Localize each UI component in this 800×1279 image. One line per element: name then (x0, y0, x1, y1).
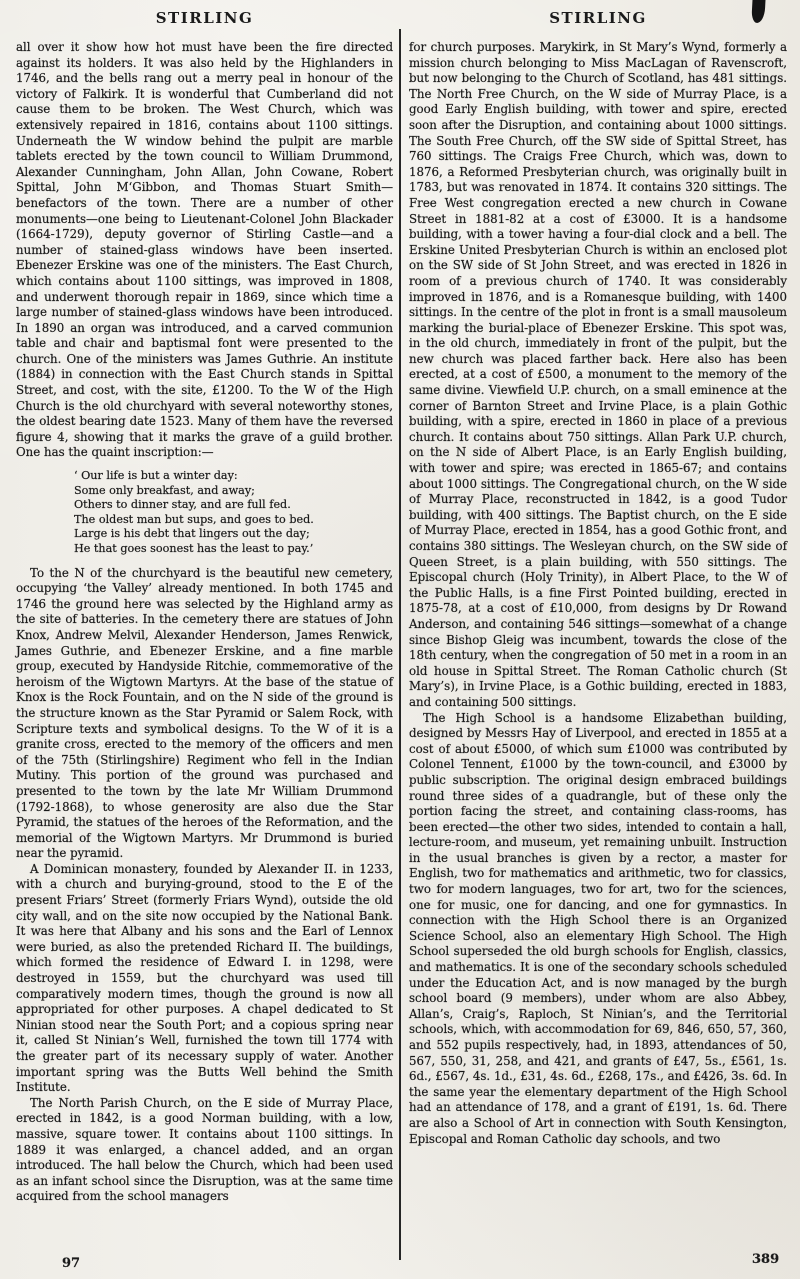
poem-line: Large is his debt that lingers out the day; (74, 527, 310, 541)
poem-line: The oldest man but sups, and goes to bed. (74, 512, 314, 526)
poem-line: Some only breakfast, and away; (74, 483, 255, 497)
column-divider (399, 29, 401, 1260)
poem-line: Others to dinner stay, and are full fed. (74, 498, 291, 512)
page-number-left: 97 (62, 1256, 81, 1271)
paragraph: for church purposes. Marykirk, in St Mary’s Wynd, formerly a mission church belonging to Miss MacLagan of Ravenscroft, but now belonging to the Church of Scotland, has 481 sittings. The North Free Church, on the W side of Murray Place, is a good Early English building, with tower and spire, erected soon after the Disruption, and containing about 1000 sittings. The South Free Church, off the SW side of Spittal Street, has 760 sittings. The Craigs Free Church, which was, down to 1876, a Reformed Presbyterian church, was originally built in 1783, but was renovated in 1874. It contains 320 sittings. The Free West congregation erected a new church in Cowane Street in 1881-82 at a cost of £3000. It is a handsome building, with a tower having a four-dial clock and a bell. The Erskine United Presbyterian Church is within an enclosed plot on the SW side of St John Street, and was erected in 1826 in room of a previous church of 1740. It was considerably improved in 1876, and is a Romanesque building, with 1400 sittings. In the centre of the plot in front is a small mausoleum marking the burial-place of Ebenezer Erskine. This spot was, in the old church, immediately in front of the pulpit, but the new church was placed farther back. Here also has been erected, at a cost of £500, a monument to the memory of the same divine. Viewfield U.P. church, on a small eminence at the corner of Barnton Street and Irvine Place, is a plain Gothic building, with a spire, erected in 1860 in place of a previous church. It contains about 750 sittings. Allan Park U.P. church, on the N side of Albert Place, is an Early English building, with tower and spire; was erected in 1865-67; and contains about 1000 sittings. The Congregational church, on the W side of Murray Place, reconstructed in 1842, is a good Tudor building, with 400 sittings. The Baptist church, on the E side of Murray Place, erected in 1854, has a good Gothic front, and contains 380 sittings. The Wesleyan church, on the SW side of Queen Street, is a plain building, with 550 sittings. The Episcopal church (Holy Trinity), in Albert Place, to the W of the Public Halls, is a fine First Pointed building, erected in 1875-78, at a cost of £10,000, from designs by Dr Rowand Anderson, and containing 546 sittings—somewhat of a change since Bishop Gleig was incumbent, towards the close of the 18th century, when the congregation of 50 met in a room in an old house in Spittal Street. The Roman Catholic church (St Mary’s), in Irvine Place, is a Gothic building, erected in 1883, and containing 500 sittings. (409, 40, 787, 709)
paragraph: all over it show how hot must have been the fire directed against its holders. It was also held by the Highlanders in 1746, and the bells rang out a merry peal in honour of the victory of Falkirk. It is wonderful that Cumberland did not cause them to be broken. The West Church, which was extensively repaired in 1816, contains about 1100 sittings. Underneath the W window behind the pulpit are marble tablets erected by the town council to William Drummond, Alexander Cunningham, John Allan, John Cowane, Robert Spittal, John M‘Gibbon, and Thomas Stuart Smith—benefactors of the town. There are a number of other monuments—one being to Lieutenant-Colonel John Blackader (1664-1729), deputy governor of Stirling Castle—and a number of stained-glass windows have been inserted. Ebenezer Erskine was one of the ministers. The East Church, which contains about 1100 sittings, was improved in 1808, and underwent thorough repair in 1869, since which time a large number of stained-glass windows have been introduced. In 1890 an organ was introduced, and a carved communion table and chair and baptismal font were presented to the church. One of the ministers was James Guthrie. An institute (1884) in connection with the East Church stands in Spittal Street, and cost, with the site, £1200. To the W of the High Church is the old churchyard with several noteworthy stones, the oldest bearing date 1523. Many of them have the reversed figure 4, showing that it marks the grave of a guild brother. One has the quaint inscription:— (16, 40, 393, 460)
running-head-left: STIRLING (155, 9, 254, 27)
left-column (16, 40, 393, 1205)
right-column (409, 40, 787, 1147)
paragraph: A Dominican monastery, founded by Alexander II. in 1233, with a church and burying-ground, stood to the E of the present Friars’ Street (formerly Friars Wynd), outside the old city wall, and on the site now occupied by the National Bank. It was here that Albany and his sons and the Earl of Lennox were buried, as also the pretended Richard II. The buildings, which formed the residence of Edward I. in 1298, were destroyed in 1559, but the churchyard was used till comparatively modern times, though the ground is now all appropriated for other purposes. A chapel dedicated to St Ninian stood near the South Port; and a copious spring near it, called St Ninian’s Well, furnished the town till 1774 with the greater part of its necessary supply of water. Another important spring was the Butts Well behind the Smith Institute. (16, 861, 393, 1095)
poem-line: ‘ Our life is but a winter day: (74, 469, 238, 483)
paragraph: The High School is a handsome Elizabethan building, designed by Messrs Hay of Liverpool, and erected in 1855 at a cost of about £5000, of which sum £1000 was contributed by Colonel Tennent, £1000 by the town-council, and £3000 by public subscription. The original design embraced buildings round three sides of a quadrangle, but of these only the portion facing the street, and containing class-rooms, has been erected—the other two sides, intended to contain a hall, lecture-room, and museum, yet remaining unbuilt. Instruction in the usual branches is given by a rector, a master for English, two for mathematics and arithmetic, two for classics, two for modern languages, two for art, two for the sciences, one for music, one for dancing, and one for gymnastics. In connection with the High School there is an Organized Science School, also an elementary High School. The High School superseded the old burgh schools for English, classics, and mathematics. It is one of the secondary schools scheduled under the Education Act, and is now managed by the burgh school board (9 members), under whom are also Abbey, Allan’s, Craig’s, Raploch, St Ninian’s, and the Territorial schools, which, with accommodation for 69, 846, 650, 57, 360, and 552 pupils respectively, had, in 1893, attendances of 50, 567, 550, 31, 258, and 421, and grants of £47, 5s., £561, 1s. 6d., £567, 4s. 1d., £31, 4s. 6d., £268, 17s., and £426, 3s. 6d. In the same year the elementary department of the High School had an attendance of 178, and a grant of £191, 1s. 6d. There are also a School of Art in connection with South Kensington, Episcopal and Roman Catholic day schools, and two (409, 710, 787, 1146)
poem-block (74, 469, 393, 557)
page-number-right: 389 (752, 1252, 780, 1267)
paragraph: The North Parish Church, on the E side of Murray Place, erected in 1842, is a good Norman building, with a low, massive, square tower. It contains about 1100 sittings. In 1889 it was enlarged, a chancel added, and an organ introduced. The hall below the Church, which had been used as an infant school since the Disruption, was at the same time acquired from the school managers (16, 1095, 393, 1204)
paragraph: To the N of the churchyard is the beautiful new cemetery, occupying ‘the Valley’ already mentioned. In both 1745 and 1746 the ground here was selected by the Highland army as the site of batteries. In the cemetery there are statues of John Knox, Andrew Melvil, Alexander Henderson, James Renwick, James Guthrie, and Ebenezer Erskine, and a fine marble group, executed by Handyside Ritchie, commemorative of the heroism of the Wigtown Martyrs. At the base of the statue of Knox is the Rock Fountain, and on the N side of the ground is the structure known as the Star Pyramid or Salem Rock, with Scripture texts and symbolical designs. To the W of it is a granite cross, erected to the memory of the officers and men of the 75th (Stirlingshire) Regiment who fell in the Indian Mutiny. This portion of the ground was purchased and presented to the town by the late Mr William Drummond (1792-1868), to whose generosity are also due the Star Pyramid, the statues of the heroes of the Reformation, and the memorial of the Wigtown Martyrs. Mr Drummond is buried near the pyramid. (16, 565, 393, 861)
poem-line: He that goes soonest has the least to pay.’ (74, 542, 314, 555)
running-head-right: STIRLING (549, 9, 647, 27)
